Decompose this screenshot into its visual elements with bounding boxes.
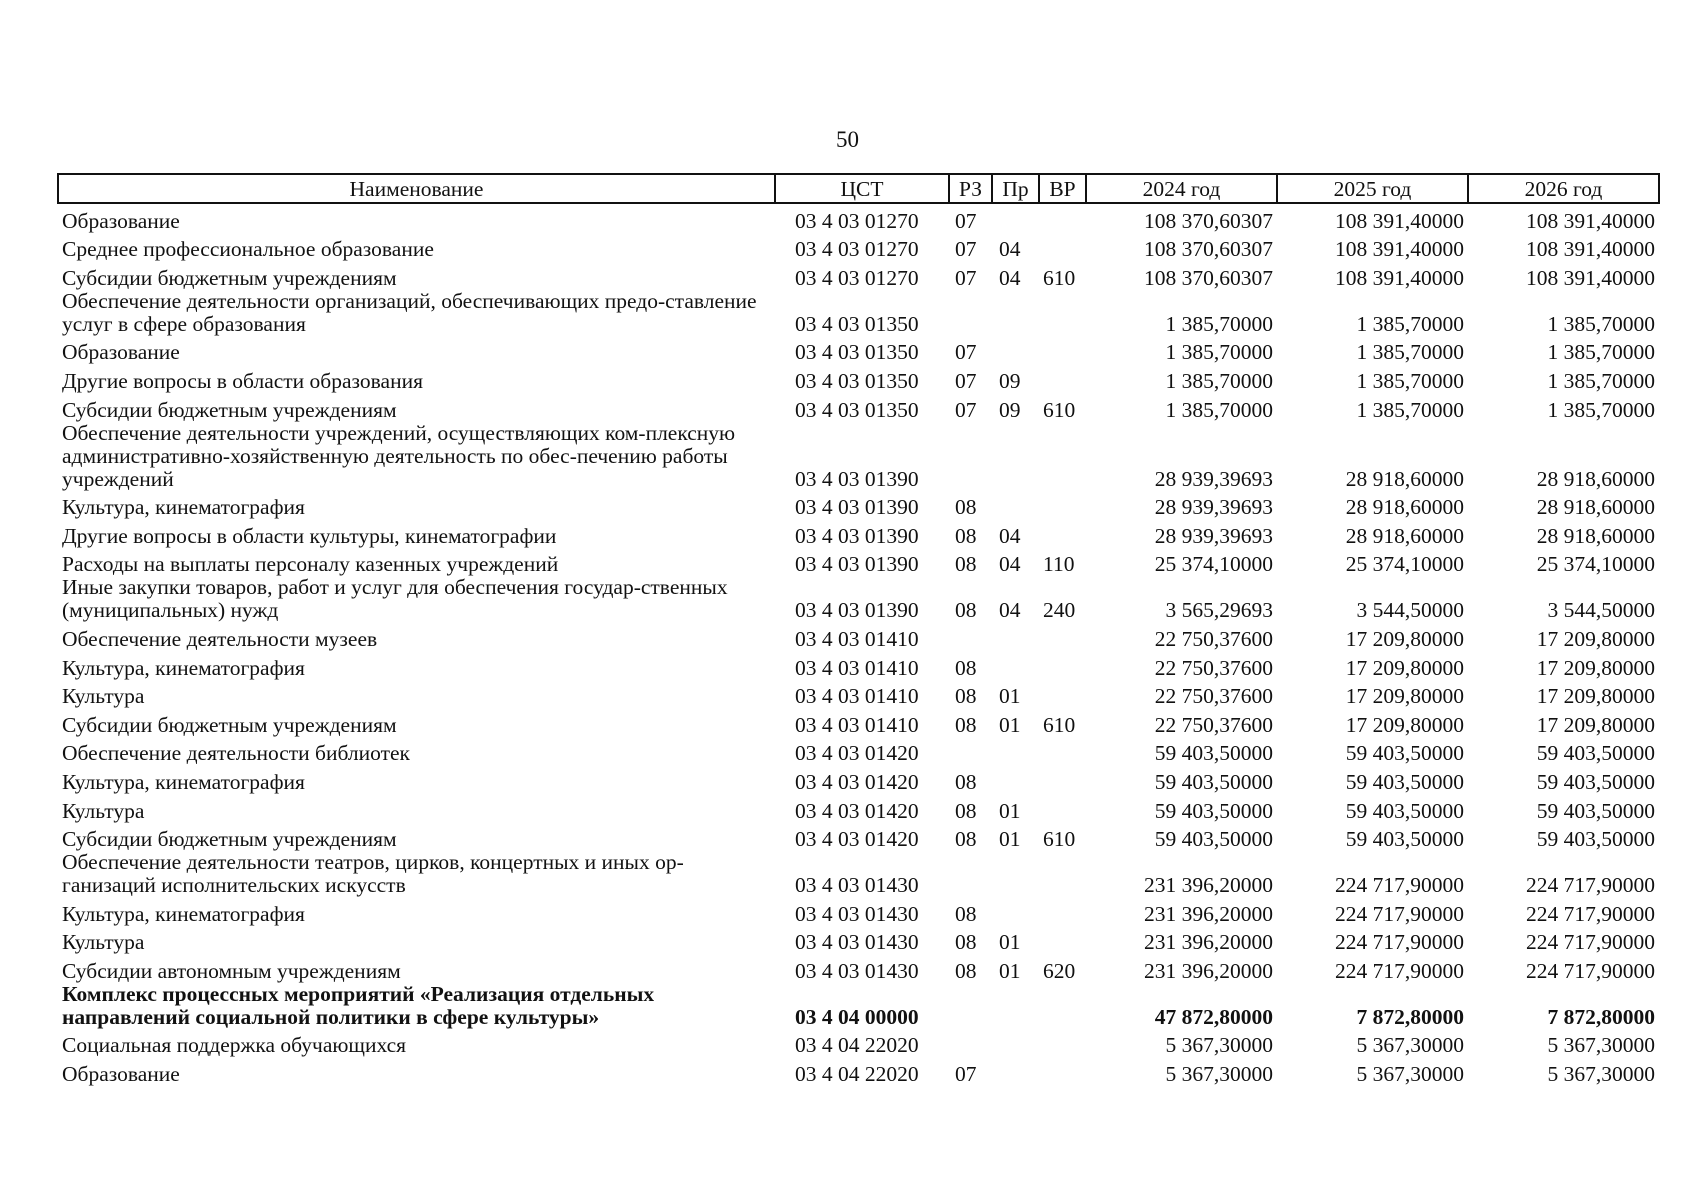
- row-name: Комплекс процессных мероприятий «Реализация отдельных направлений социальной политики в сфере культуры»: [62, 981, 655, 1029]
- row-2024-amount: 22 750,37600: [1154, 712, 1273, 737]
- row-2026-amount: 108 391,40000: [1526, 265, 1655, 290]
- row-vr: [1039, 765, 1086, 794]
- row-vr: 240: [1043, 598, 1076, 623]
- row-cst: 03 4 03 01350: [795, 397, 919, 422]
- row-2026-amount: 17 209,80000: [1536, 626, 1655, 651]
- row-2024-amount: 1 385,70000: [1165, 397, 1273, 422]
- row-pr: 04: [999, 237, 1021, 262]
- row-name: Субсидии бюджетным учреждениям: [62, 397, 397, 422]
- header-name: Наименование: [58, 174, 775, 203]
- row-pr: 01: [999, 958, 1021, 983]
- row-name: Образование: [62, 208, 180, 233]
- row-pr: 09: [999, 368, 1021, 393]
- row-rz: 08: [955, 901, 977, 926]
- page-number: 50: [836, 127, 859, 152]
- row-2024-amount: 59 403,50000: [1154, 798, 1273, 823]
- row-rz: 08: [955, 523, 977, 548]
- row-vr: [1039, 233, 1086, 262]
- row-2024-amount: 47 872,80000: [1154, 1004, 1273, 1029]
- row-name: Обеспечение деятельности библиотек: [62, 741, 410, 766]
- row-2025-amount: 17 209,80000: [1345, 626, 1464, 651]
- row-cst: 03 4 03 01420: [795, 769, 919, 794]
- row-name: Социальная поддержка обучающихся: [62, 1033, 407, 1058]
- row-2025-amount: 17 209,80000: [1345, 712, 1464, 737]
- row-rz: 07: [955, 340, 977, 365]
- row-2026-amount: 1 385,70000: [1547, 340, 1655, 365]
- table-row: [58, 203, 1659, 233]
- row-2025-amount: 28 918,60000: [1345, 495, 1464, 520]
- row-name: Обеспечение деятельности организаций, обеспечивающих предо-ставление услуг в сфере образования: [62, 288, 757, 336]
- row-pr: [992, 651, 1039, 680]
- row-rz: [949, 1029, 992, 1058]
- row-2025-amount: 3 544,50000: [1356, 598, 1464, 623]
- header-row: [58, 174, 1659, 203]
- row-name: Иные закупки товаров, работ и услуг для обеспечения государ-ственных (муниципальных) нужд: [62, 575, 728, 623]
- row-vr: [1039, 336, 1086, 365]
- row-2025-amount: 224 717,90000: [1335, 873, 1464, 898]
- row-vr: [1039, 651, 1086, 680]
- row-rz: 08: [955, 684, 977, 709]
- row-2026-amount: 108 391,40000: [1526, 237, 1655, 262]
- table-row: [58, 680, 1659, 709]
- row-pr: [992, 491, 1039, 520]
- row-2025-amount: 1 385,70000: [1356, 311, 1464, 336]
- row-name: Другие вопросы в области образования: [62, 368, 423, 393]
- row-name: Среднее профессиональное образование: [62, 237, 434, 262]
- row-2026-amount: 1 385,70000: [1547, 397, 1655, 422]
- row-2024-amount: 28 939,39693: [1154, 495, 1273, 520]
- row-name: Образование: [62, 1062, 180, 1087]
- row-2025-amount: 28 918,60000: [1345, 466, 1464, 491]
- row-cst: 03 4 03 01270: [795, 208, 919, 233]
- header-2026: 2026 год: [1468, 174, 1659, 203]
- row-vr: 610: [1043, 712, 1076, 737]
- header-rz: РЗ: [949, 174, 992, 203]
- row-rz: [949, 622, 992, 651]
- row-name: Расходы на выплаты персоналу казенных учреждений: [62, 552, 559, 577]
- row-vr: [1039, 983, 1086, 1029]
- row-pr: 01: [999, 684, 1021, 709]
- row-pr: 01: [999, 712, 1021, 737]
- row-2026-amount: 108 391,40000: [1526, 208, 1655, 233]
- row-rz: 08: [955, 655, 977, 680]
- row-rz: 08: [955, 930, 977, 955]
- row-2026-amount: 5 367,30000: [1547, 1062, 1655, 1087]
- table-body: [58, 203, 1659, 1086]
- row-vr: [1039, 851, 1086, 897]
- row-vr: [1039, 897, 1086, 926]
- row-2026-amount: 59 403,50000: [1536, 741, 1655, 766]
- row-2024-amount: 22 750,37600: [1154, 655, 1273, 680]
- row-2026-amount: 17 209,80000: [1536, 655, 1655, 680]
- table-row: [58, 1057, 1659, 1086]
- table-row: [58, 233, 1659, 262]
- row-pr: [992, 290, 1039, 336]
- row-2024-amount: 1 385,70000: [1165, 340, 1273, 365]
- table-row: [58, 422, 1659, 491]
- budget-table: [57, 173, 1660, 1086]
- row-cst: 03 4 03 01420: [795, 798, 919, 823]
- row-2026-amount: 59 403,50000: [1536, 798, 1655, 823]
- row-vr: [1039, 1057, 1086, 1086]
- row-pr: 09: [999, 397, 1021, 422]
- row-vr: [1039, 422, 1086, 491]
- row-2026-amount: 25 374,10000: [1536, 552, 1655, 577]
- row-2024-amount: 231 396,20000: [1144, 958, 1273, 983]
- row-cst: 03 4 03 01410: [795, 626, 919, 651]
- header-2025: 2025 год: [1277, 174, 1468, 203]
- row-vr: [1039, 1029, 1086, 1058]
- row-name: Обеспечение деятельности учреждений, осуществляющих ком-плексную административно-хозяйственную деятельность по обес-печению работы учреждений: [62, 420, 736, 491]
- row-vr: 610: [1043, 827, 1076, 852]
- row-rz: [949, 983, 992, 1029]
- row-2026-amount: 17 209,80000: [1536, 712, 1655, 737]
- row-vr: [1039, 203, 1086, 233]
- row-2026-amount: 1 385,70000: [1547, 311, 1655, 336]
- row-rz: [949, 737, 992, 766]
- row-2026-amount: 59 403,50000: [1536, 769, 1655, 794]
- row-cst: 03 4 03 01430: [795, 930, 919, 955]
- row-rz: 08: [955, 827, 977, 852]
- row-vr: [1039, 290, 1086, 336]
- row-cst: 03 4 03 01430: [795, 873, 919, 898]
- row-cst: 03 4 03 01390: [795, 598, 919, 623]
- table-row: [58, 708, 1659, 737]
- row-2026-amount: 28 918,60000: [1536, 495, 1655, 520]
- row-2025-amount: 5 367,30000: [1356, 1062, 1464, 1087]
- row-pr: 01: [999, 827, 1021, 852]
- row-cst: 03 4 03 01410: [795, 655, 919, 680]
- table-row: [58, 983, 1659, 1029]
- row-2025-amount: 224 717,90000: [1335, 901, 1464, 926]
- row-2024-amount: 108 370,60307: [1144, 208, 1273, 233]
- row-2025-amount: 59 403,50000: [1345, 798, 1464, 823]
- row-pr: 04: [999, 523, 1021, 548]
- row-rz: 08: [955, 598, 977, 623]
- row-2025-amount: 59 403,50000: [1345, 769, 1464, 794]
- table-row: [58, 954, 1659, 983]
- row-2024-amount: 59 403,50000: [1154, 827, 1273, 852]
- row-2024-amount: 1 385,70000: [1165, 311, 1273, 336]
- row-2025-amount: 224 717,90000: [1335, 930, 1464, 955]
- row-cst: 03 4 04 22020: [795, 1033, 919, 1058]
- row-2026-amount: 3 544,50000: [1547, 598, 1655, 623]
- row-2024-amount: 25 374,10000: [1154, 552, 1273, 577]
- row-2024-amount: 28 939,39693: [1154, 523, 1273, 548]
- row-2024-amount: 108 370,60307: [1144, 265, 1273, 290]
- row-2025-amount: 28 918,60000: [1345, 523, 1464, 548]
- row-2024-amount: 231 396,20000: [1144, 873, 1273, 898]
- row-rz: 08: [955, 798, 977, 823]
- row-vr: 110: [1043, 552, 1075, 577]
- row-cst: 03 4 03 01420: [795, 741, 919, 766]
- row-rz: 07: [955, 397, 977, 422]
- row-2024-amount: 1 385,70000: [1165, 368, 1273, 393]
- row-vr: [1039, 491, 1086, 520]
- row-2026-amount: 224 717,90000: [1526, 930, 1655, 955]
- row-2026-amount: 224 717,90000: [1526, 901, 1655, 926]
- table-row: [58, 519, 1659, 548]
- row-2025-amount: 25 374,10000: [1345, 552, 1464, 577]
- row-name: Культура: [62, 798, 145, 823]
- row-vr: [1039, 364, 1086, 393]
- row-name: Субсидии бюджетным учреждениям: [62, 265, 397, 290]
- row-pr: 01: [999, 798, 1021, 823]
- row-2024-amount: 5 367,30000: [1165, 1033, 1273, 1058]
- table-row: [58, 897, 1659, 926]
- row-vr: [1039, 794, 1086, 823]
- row-rz: 08: [955, 958, 977, 983]
- row-pr: [992, 851, 1039, 897]
- row-pr: [992, 422, 1039, 491]
- table-row: [58, 765, 1659, 794]
- row-pr: [992, 1057, 1039, 1086]
- row-cst: 03 4 03 01270: [795, 237, 919, 262]
- row-cst: 03 4 03 01430: [795, 958, 919, 983]
- row-rz: [949, 290, 992, 336]
- row-cst: 03 4 03 01390: [795, 466, 919, 491]
- row-cst: 03 4 03 01390: [795, 552, 919, 577]
- row-name: Культура, кинематография: [62, 495, 305, 520]
- header-cst: ЦСТ: [775, 174, 949, 203]
- row-vr: 610: [1043, 265, 1076, 290]
- table-row: [58, 737, 1659, 766]
- row-rz: 07: [955, 1062, 977, 1087]
- header-2024: 2024 год: [1086, 174, 1277, 203]
- row-cst: 03 4 03 01420: [795, 827, 919, 852]
- row-pr: 04: [999, 552, 1021, 577]
- table-row: [58, 1029, 1659, 1058]
- row-2026-amount: 28 918,60000: [1536, 466, 1655, 491]
- row-rz: 08: [955, 495, 977, 520]
- row-vr: [1039, 737, 1086, 766]
- row-rz: 07: [955, 237, 977, 262]
- row-2025-amount: 59 403,50000: [1345, 741, 1464, 766]
- row-cst: 03 4 04 00000: [795, 1004, 919, 1029]
- row-vr: 620: [1043, 958, 1076, 983]
- row-2024-amount: 28 939,39693: [1154, 466, 1273, 491]
- table-row: [58, 794, 1659, 823]
- row-cst: 03 4 03 01270: [795, 265, 919, 290]
- table-header: [58, 174, 1659, 203]
- row-rz: 08: [955, 769, 977, 794]
- row-name: Обеспечение деятельности музеев: [62, 626, 378, 651]
- row-cst: 03 4 03 01350: [795, 368, 919, 393]
- row-2025-amount: 108 391,40000: [1335, 237, 1464, 262]
- row-pr: [992, 737, 1039, 766]
- row-pr: [992, 1029, 1039, 1058]
- table-row: [58, 364, 1659, 393]
- row-name: Культура, кинематография: [62, 769, 305, 794]
- row-2024-amount: 59 403,50000: [1154, 769, 1273, 794]
- table-row: [58, 393, 1659, 422]
- row-name: Субсидии автономным учреждениям: [62, 958, 401, 983]
- row-name: Другие вопросы в области культуры, кинематографии: [62, 523, 557, 548]
- row-rz: [949, 422, 992, 491]
- row-2025-amount: 1 385,70000: [1356, 368, 1464, 393]
- row-name: Культура: [62, 684, 145, 709]
- row-vr: [1039, 519, 1086, 548]
- row-cst: 03 4 03 01350: [795, 340, 919, 365]
- table-row: [58, 851, 1659, 897]
- row-name: Культура, кинематография: [62, 655, 305, 680]
- row-2025-amount: 17 209,80000: [1345, 655, 1464, 680]
- row-cst: 03 4 03 01390: [795, 495, 919, 520]
- row-vr: [1039, 680, 1086, 709]
- row-cst: 03 4 03 01430: [795, 901, 919, 926]
- row-pr: 04: [999, 265, 1021, 290]
- table-row: [58, 491, 1659, 520]
- row-name: Образование: [62, 340, 180, 365]
- row-2026-amount: 59 403,50000: [1536, 827, 1655, 852]
- table-row: [58, 261, 1659, 290]
- row-pr: [992, 622, 1039, 651]
- table-row: [58, 336, 1659, 365]
- row-cst: 03 4 04 22020: [795, 1062, 919, 1087]
- row-2024-amount: 59 403,50000: [1154, 741, 1273, 766]
- row-rz: 07: [955, 368, 977, 393]
- row-cst: 03 4 03 01410: [795, 684, 919, 709]
- row-vr: 610: [1043, 397, 1076, 422]
- row-name: Субсидии бюджетным учреждениям: [62, 827, 397, 852]
- row-2024-amount: 231 396,20000: [1144, 901, 1273, 926]
- table-row: [58, 290, 1659, 336]
- row-2024-amount: 5 367,30000: [1165, 1062, 1273, 1087]
- table-row: [58, 823, 1659, 852]
- row-pr: 01: [999, 930, 1021, 955]
- row-pr: [992, 765, 1039, 794]
- row-2026-amount: 224 717,90000: [1526, 873, 1655, 898]
- row-vr: [1039, 622, 1086, 651]
- row-rz: 08: [955, 712, 977, 737]
- row-2025-amount: 224 717,90000: [1335, 958, 1464, 983]
- row-2026-amount: 7 872,80000: [1547, 1004, 1655, 1029]
- row-pr: [992, 983, 1039, 1029]
- row-2025-amount: 17 209,80000: [1345, 684, 1464, 709]
- row-name: Культура, кинематография: [62, 901, 305, 926]
- row-2024-amount: 108 370,60307: [1144, 237, 1273, 262]
- row-2025-amount: 1 385,70000: [1356, 397, 1464, 422]
- row-2026-amount: 5 367,30000: [1547, 1033, 1655, 1058]
- row-name: Обеспечение деятельности театров, цирков, концертных и иных ор-ганизаций исполнительских искусств: [62, 850, 684, 898]
- row-rz: 07: [955, 265, 977, 290]
- row-2025-amount: 108 391,40000: [1335, 265, 1464, 290]
- row-2026-amount: 224 717,90000: [1526, 958, 1655, 983]
- row-2024-amount: 22 750,37600: [1154, 626, 1273, 651]
- row-2024-amount: 231 396,20000: [1144, 930, 1273, 955]
- row-2025-amount: 5 367,30000: [1356, 1033, 1464, 1058]
- row-cst: 03 4 03 01410: [795, 712, 919, 737]
- row-pr: [992, 203, 1039, 233]
- row-2025-amount: 59 403,50000: [1345, 827, 1464, 852]
- row-rz: [949, 851, 992, 897]
- row-cst: 03 4 03 01390: [795, 523, 919, 548]
- row-2025-amount: 108 391,40000: [1335, 208, 1464, 233]
- table-row: [58, 622, 1659, 651]
- row-rz: 07: [955, 208, 977, 233]
- table-row: [58, 926, 1659, 955]
- row-2025-amount: 7 872,80000: [1356, 1004, 1464, 1029]
- header-pr: Пр: [992, 174, 1039, 203]
- row-2024-amount: 3 565,29693: [1165, 598, 1273, 623]
- row-vr: [1039, 926, 1086, 955]
- row-2026-amount: 17 209,80000: [1536, 684, 1655, 709]
- row-2025-amount: 1 385,70000: [1356, 340, 1464, 365]
- table-row: [58, 576, 1659, 622]
- header-vr: ВР: [1039, 174, 1086, 203]
- row-2024-amount: 22 750,37600: [1154, 684, 1273, 709]
- row-pr: 04: [999, 598, 1021, 623]
- table-row: [58, 548, 1659, 577]
- table-row: [58, 651, 1659, 680]
- row-rz: 08: [955, 552, 977, 577]
- row-2026-amount: 28 918,60000: [1536, 523, 1655, 548]
- row-name: Субсидии бюджетным учреждениям: [62, 712, 397, 737]
- row-pr: [992, 897, 1039, 926]
- row-2026-amount: 1 385,70000: [1547, 368, 1655, 393]
- row-name: Культура: [62, 930, 145, 955]
- row-cst: 03 4 03 01350: [795, 311, 919, 336]
- row-pr: [992, 336, 1039, 365]
